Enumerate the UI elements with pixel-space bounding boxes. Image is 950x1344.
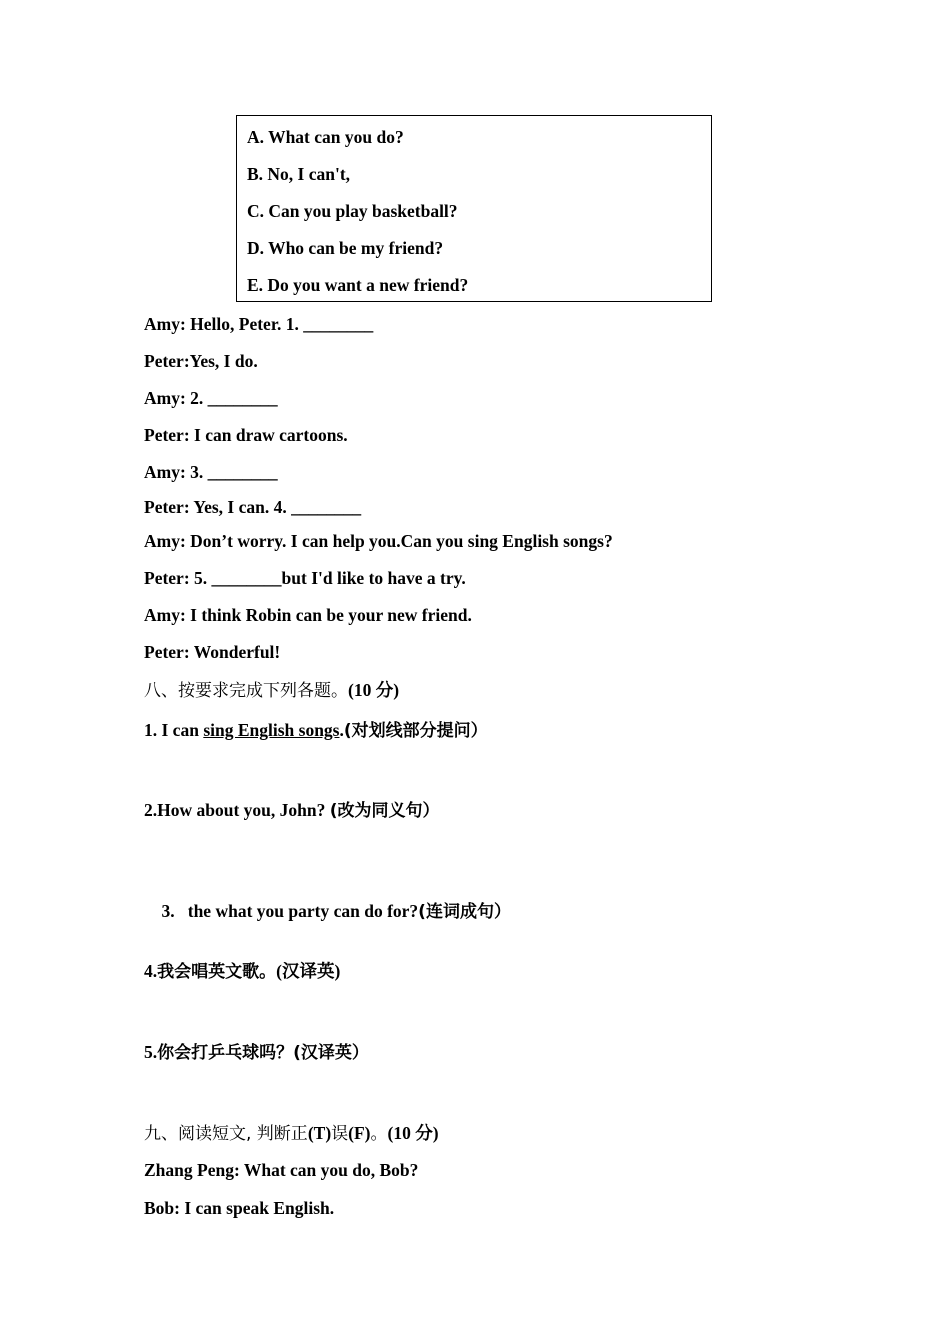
dialogue-line-2: Peter:Yes, I do. [144,351,258,371]
q4-cn: 我会唱英文歌。 [157,962,277,982]
section8-heading [144,680,399,701]
section8-question-2 [144,800,440,821]
options-box [236,115,712,302]
dialogue-line-8: Peter: 5. ________but I'd like to have a try. [144,568,466,588]
dialogue-line-10: Peter: Wonderful! [144,642,281,662]
section8-heading-cn: 八、按要求完成下列各题。 [144,681,348,701]
dialogue-line-4: Peter: I can draw cartoons. [144,425,348,445]
section9-heading-cn3: 。 [370,1124,388,1144]
dialogue-line-3: Amy: 2. ________ [144,388,278,408]
q5-prefix: 5. [144,1042,158,1062]
section8-question-1 [144,720,488,741]
q5-note: (汉译英） [293,1043,369,1063]
section9-line-1: Zhang Peng: What can you do, Bob? [144,1160,419,1180]
section9-line-2: Bob: I can speak English. [144,1198,335,1218]
q3-text: 3. the what you party can do for? [161,901,419,921]
q1-suffix: . [339,720,344,740]
q1-prefix: 1. I can [144,720,204,740]
q1-note: (对划线部分提问） [343,721,488,741]
q5-cn: 你会打乒乓球吗？ [157,1043,294,1063]
q4-prefix: 4. [144,961,158,981]
dialogue-line-1: Amy: Hello, Peter. 1. ________ [144,314,374,334]
section9-heading-f: (F) [348,1123,371,1143]
q2-note: (改为同义句） [329,801,440,821]
dialogue-line-7: Amy: Don’t worry. I can help you.Can you sing English songs? [144,531,613,551]
q2-text: 2.How about you, John? [144,800,330,820]
section8-question-5 [144,1042,369,1063]
section9-heading-score: (10 分) [387,1123,439,1143]
section8-question-4 [144,961,340,982]
dialogue-line-9: Amy: I think Robin can be your new friend. [144,605,472,625]
option-a: A. What can you do? [247,127,404,147]
section8-question-3 [144,881,511,942]
section9-heading-t: (T) [307,1123,332,1143]
section8-heading-score: (10 分) [348,680,400,700]
option-e: E. Do you want a new friend? [247,275,469,295]
dialogue-line-5: Amy: 3. ________ [144,462,278,482]
option-c: C. Can you play basketball? [247,201,458,221]
section9-heading-cn: 九、阅读短文, 判断正 [144,1124,308,1144]
dialogue-line-6: Peter: Yes, I can. 4. ________ [144,497,362,517]
section9-heading-cn2: 误 [331,1124,349,1144]
section9-heading [144,1123,439,1144]
q4-note-en: (汉译英) [276,961,341,981]
q1-underlined: sing English songs [203,720,340,740]
option-b: B. No, I can't, [247,164,351,184]
option-d: D. Who can be my friend? [247,238,444,258]
q3-note: (连词成句） [418,902,511,922]
